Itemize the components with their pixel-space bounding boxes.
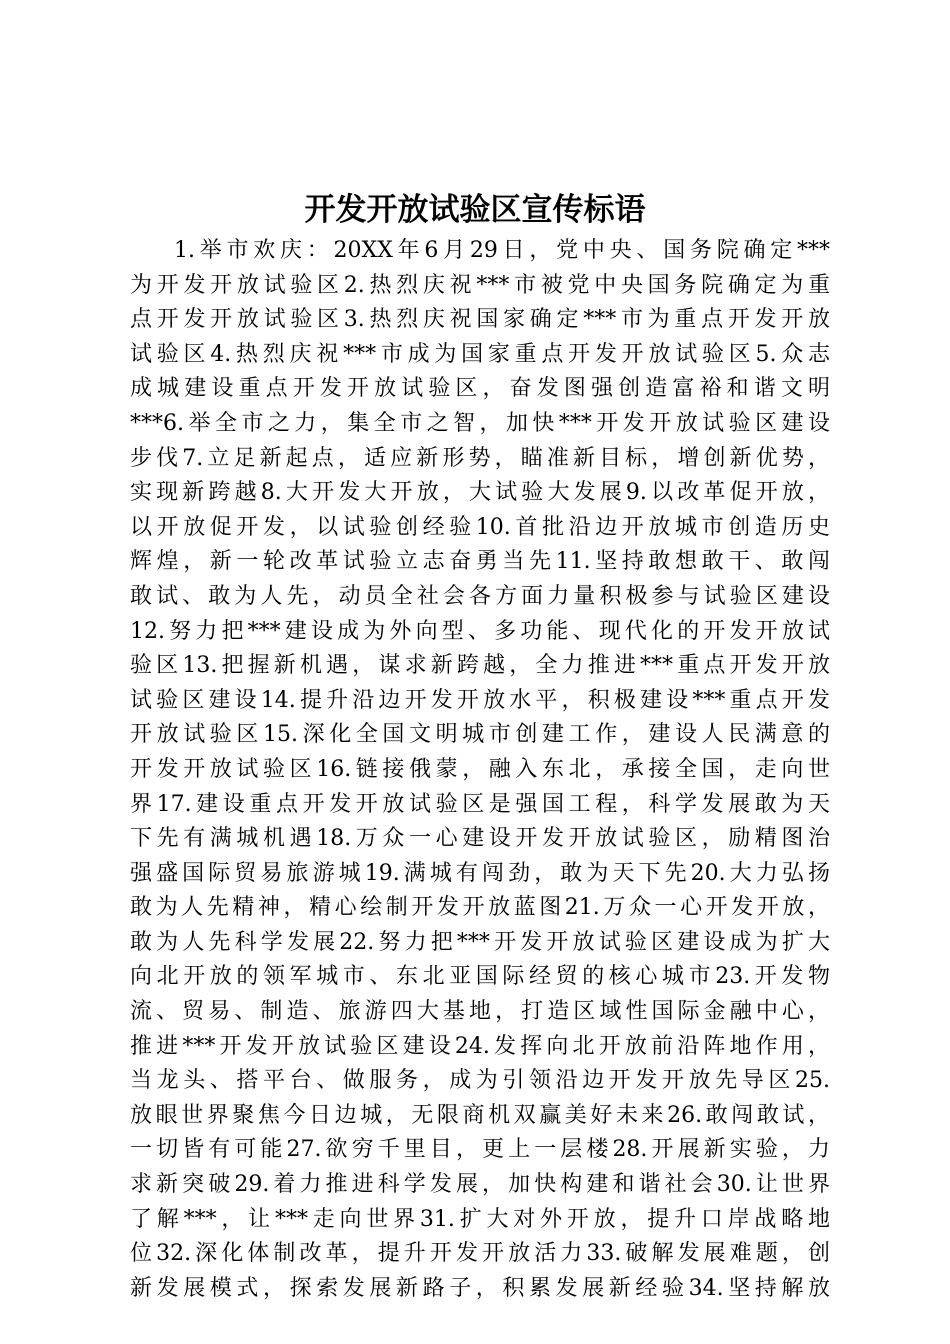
body-text-line: ***6.举全市之力，集全市之智，加快***开发开放试验区建设 — [130, 410, 830, 436]
body-text-line: 当龙头、搭平台、做服务，成为引领沿边开发开放先导区25. — [130, 1068, 830, 1094]
body-text-line: 一切皆有可能27.欲穷千里目，更上一层楼28.开展新实验，力 — [130, 1137, 830, 1163]
document-title: 开发开放试验区宣传标语 — [304, 192, 646, 228]
body-text-line: 以开放促开发，以试验创经验10.首批沿边开放城市创造历史 — [130, 514, 830, 540]
body-text-line: 12.努力把***建设成为外向型、多功能、现代化的开发开放试 — [130, 618, 830, 644]
body-text-line: 敢试、敢为人先，动员全社会各方面力量积极参与试验区建设 — [130, 583, 830, 609]
body-text-line: 了解***，让***走向世界31.扩大对外开放，提升口岸战略地 — [130, 1206, 830, 1232]
body-text-line: 向北开放的领军城市、东北亚国际经贸的核心城市23.开发物 — [130, 964, 830, 990]
body-text-line: 点开发开放试验区3.热烈庆祝国家确定***市为重点开发开放 — [130, 307, 830, 333]
body-text-line: 新发展模式，探索发展新路子，积累发展新经验34.坚持解放 — [130, 1275, 830, 1301]
body-text-line: 开放试验区15.深化全国文明城市创建工作，建设人民满意的 — [130, 722, 830, 748]
body-text-line: 放眼世界聚焦今日边城，无限商机双赢美好未来26.敢闯敢试， — [130, 1102, 830, 1128]
body-text-line: 强盛国际贸易旅游城19.满城有闯劲，敢为天下先20.大力弘扬 — [130, 860, 830, 886]
body-text-line: 试验区4.热烈庆祝***市成为国家重点开发开放试验区5.众志 — [130, 341, 830, 367]
body-text-line: 开发开放试验区16.链接俄蒙，融入东北，承接全国，走向世 — [130, 756, 830, 782]
body-text-line: 下先有满城机遇18.万众一心建设开发开放试验区，励精图治 — [130, 826, 830, 852]
body-text-line: 位32.深化体制改革，提升开发开放活力33.破解发展难题，创 — [130, 1241, 830, 1267]
body-text-line: 流、贸易、制造、旅游四大基地，打造区域性国际金融中心， — [130, 999, 830, 1025]
body-text-line: 验区13.把握新机遇，谋求新跨越，全力推进***重点开发开放 — [130, 653, 830, 679]
body-text-line: 实现新跨越8.大开发大开放，大试验大发展9.以改革促开放， — [130, 480, 830, 506]
body-text-line: 试验区建设14.提升沿边开发开放水平，积极建设***重点开发 — [130, 687, 830, 713]
body-text-line: 求新突破29.着力推进科学发展，加快构建和谐社会30.让世界 — [130, 1172, 830, 1198]
body-text-line: 1.举市欢庆：20XX年6月29日，党中央、国务院确定*** — [174, 238, 830, 263]
body-text-line: 推进***开发开放试验区建设24.发挥向北开放前沿阵地作用， — [130, 1033, 830, 1059]
body-text-line: 界17.建设重点开发开放试验区是强国工程，科学发展敢为天 — [130, 791, 830, 817]
body-text-line: 成城建设重点开发开放试验区，奋发图强创造富裕和谐文明 — [130, 376, 830, 402]
document-body — [130, 234, 830, 1306]
body-text-line: 辉煌，新一轮改革试验立志奋勇当先11.坚持敢想敢干、敢闯 — [130, 549, 830, 575]
body-text-line: 敢为人先精神，精心绘制开发开放蓝图21.万众一心开发开放， — [130, 895, 830, 921]
body-text-line: 步伐7.立足新起点，适应新形势，瞄准新目标，增创新优势， — [130, 445, 830, 471]
body-text-line: 敢为人先科学发展22.努力把***开发开放试验区建设成为扩大 — [130, 929, 830, 955]
body-text-line: 为开发开放试验区2.热烈庆祝***市被党中央国务院确定为重 — [130, 272, 830, 298]
